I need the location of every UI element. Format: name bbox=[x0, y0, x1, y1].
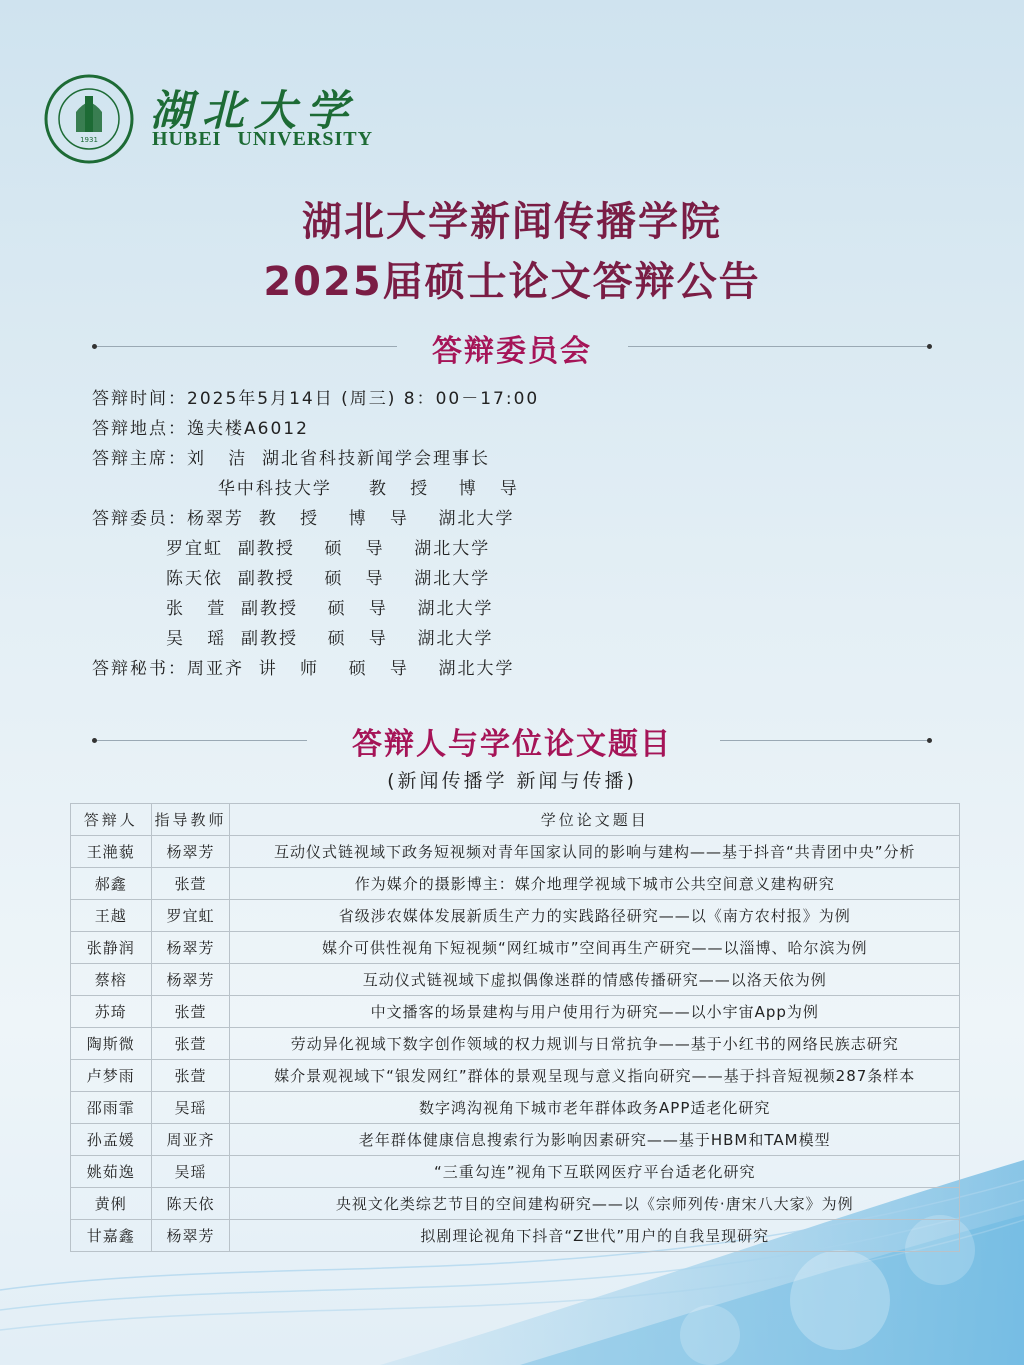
committee-heading: 答辩委员会 bbox=[432, 334, 592, 369]
thesis-title-cell: 数字鸿沟视角下城市老年群体政务APP适老化研究 bbox=[230, 1092, 960, 1124]
table-header-row bbox=[71, 804, 960, 836]
committee-member: 罗宜虹 副教授 硕 导 湖北大学 bbox=[92, 539, 491, 559]
table-row bbox=[71, 1156, 960, 1188]
theses-table bbox=[70, 803, 960, 1252]
divider-dot bbox=[927, 738, 932, 743]
advisor-cell: 杨翠芳 bbox=[151, 1220, 230, 1252]
defense-location: 答辩地点：逸夫楼A6012 bbox=[92, 419, 309, 439]
thesis-title-cell: 劳动异化视域下数字创作领域的权力规训与日常抗争——基于小红书的网络民族志研究 bbox=[230, 1028, 960, 1060]
thesis-title-cell: 媒介景观视域下“银发网红”群体的景观呈现与意义指向研究——基于抖音短视频287条样本 bbox=[230, 1060, 960, 1092]
page-title-line2: 2025届硕士论文答辩公告 bbox=[263, 259, 761, 305]
table-row bbox=[71, 1188, 960, 1220]
thesis-title-cell: 中文播客的场景建构与用户使用行为研究——以小宇宙App为例 bbox=[230, 996, 960, 1028]
thesis-title-cell: 互动仪式链视域下虚拟偶像迷群的情感传播研究——以洛天依为例 bbox=[230, 964, 960, 996]
candidate-cell: 王越 bbox=[71, 900, 152, 932]
advisor-cell: 张萱 bbox=[151, 1060, 230, 1092]
advisor-cell: 杨翠芳 bbox=[151, 836, 230, 868]
committee-member: 答辩委员：杨翠芳 教 授 博 导 湖北大学 bbox=[92, 509, 515, 529]
thesis-title-cell: 互动仪式链视域下政务短视频对青年国家认同的影响与建构——基于抖音“共青团中央”分析 bbox=[230, 836, 960, 868]
table-row bbox=[71, 1060, 960, 1092]
column-header-candidate: 答辩人 bbox=[71, 804, 152, 836]
advisor-cell: 张萱 bbox=[151, 868, 230, 900]
thesis-title-cell: 媒介可供性视角下短视频“网红城市”空间再生产研究——以淄博、哈尔滨为例 bbox=[230, 932, 960, 964]
candidate-cell: 黄俐 bbox=[71, 1188, 152, 1220]
university-name-en: HUBEI UNIVERSITY bbox=[152, 128, 374, 150]
advisor-cell: 周亚齐 bbox=[151, 1124, 230, 1156]
table-row bbox=[71, 1028, 960, 1060]
candidate-cell: 邵雨霏 bbox=[71, 1092, 152, 1124]
page-title-line1: 湖北大学新闻传播学院 bbox=[302, 199, 722, 245]
table-row bbox=[71, 1220, 960, 1252]
candidate-cell: 甘嘉鑫 bbox=[71, 1220, 152, 1252]
thesis-title-cell: 省级涉农媒体发展新质生产力的实践路径研究——以《南方农村报》为例 bbox=[230, 900, 960, 932]
thesis-title-cell: 央视文化类综艺节目的空间建构研究——以《宗师列传·唐宋八大家》为例 bbox=[230, 1188, 960, 1220]
candidate-cell: 苏琦 bbox=[71, 996, 152, 1028]
table-row bbox=[71, 836, 960, 868]
committee-member: 吴 瑶 副教授 硕 导 湖北大学 bbox=[92, 629, 494, 649]
table-row bbox=[71, 996, 960, 1028]
university-name-cn: 湖北大学 bbox=[150, 86, 359, 135]
thesis-title-cell: 拟剧理论视角下抖音“Z世代”用户的自我呈现研究 bbox=[230, 1220, 960, 1252]
theses-heading: 答辩人与学位论文题目 bbox=[352, 727, 672, 762]
candidate-cell: 姚茹逸 bbox=[71, 1156, 152, 1188]
seal-year: 1931 bbox=[80, 136, 98, 144]
table-row bbox=[71, 1124, 960, 1156]
table-body bbox=[71, 836, 960, 1252]
committee-member: 张 萱 副教授 硕 导 湖北大学 bbox=[92, 599, 494, 619]
table-row bbox=[71, 868, 960, 900]
theses-subheading: (新闻传播学 新闻与传播) bbox=[387, 770, 637, 792]
advisor-cell: 张萱 bbox=[151, 1028, 230, 1060]
table-row bbox=[71, 1092, 960, 1124]
thesis-title-cell: 作为媒介的摄影博主：媒介地理学视域下城市公共空间意义建构研究 bbox=[230, 868, 960, 900]
column-header-thesis-title: 学位论文题目 bbox=[230, 804, 960, 836]
candidate-cell: 郝鑫 bbox=[71, 868, 152, 900]
candidate-cell: 王滟藐 bbox=[71, 836, 152, 868]
defense-time: 答辩时间：2025年5月14日 (周三) 8：00－17:00 bbox=[92, 389, 540, 409]
table-row bbox=[71, 932, 960, 964]
table-row bbox=[71, 900, 960, 932]
committee-chair-affiliation: 华中科技大学 教 授 博 导 bbox=[92, 479, 519, 499]
divider-dot bbox=[927, 344, 932, 349]
advisor-cell: 吴瑶 bbox=[151, 1092, 230, 1124]
candidate-cell: 陶斯微 bbox=[71, 1028, 152, 1060]
committee-chair: 答辩主席：刘 洁 湖北省科技新闻学会理事长 bbox=[92, 449, 491, 469]
table-row bbox=[71, 964, 960, 996]
committee-secretary: 答辩秘书：周亚齐 讲 师 硕 导 湖北大学 bbox=[92, 659, 515, 679]
candidate-cell: 卢梦雨 bbox=[71, 1060, 152, 1092]
university-seal-logo bbox=[44, 74, 134, 164]
advisor-cell: 张萱 bbox=[151, 996, 230, 1028]
thesis-title-cell: 老年群体健康信息搜索行为影响因素研究——基于HBM和TAM模型 bbox=[230, 1124, 960, 1156]
advisor-cell: 吴瑶 bbox=[151, 1156, 230, 1188]
thesis-title-cell: “三重勾连”视角下互联网医疗平台适老化研究 bbox=[230, 1156, 960, 1188]
advisor-cell: 罗宜虹 bbox=[151, 900, 230, 932]
candidate-cell: 蔡榕 bbox=[71, 964, 152, 996]
divider-line bbox=[720, 740, 928, 741]
advisor-cell: 陈天依 bbox=[151, 1188, 230, 1220]
advisor-cell: 杨翠芳 bbox=[151, 932, 230, 964]
committee-member: 陈天依 副教授 硕 导 湖北大学 bbox=[92, 569, 491, 589]
advisor-cell: 杨翠芳 bbox=[151, 964, 230, 996]
candidate-cell: 孙孟媛 bbox=[71, 1124, 152, 1156]
column-header-advisor: 指导教师 bbox=[151, 804, 230, 836]
candidate-cell: 张静润 bbox=[71, 932, 152, 964]
divider-line bbox=[628, 346, 928, 347]
